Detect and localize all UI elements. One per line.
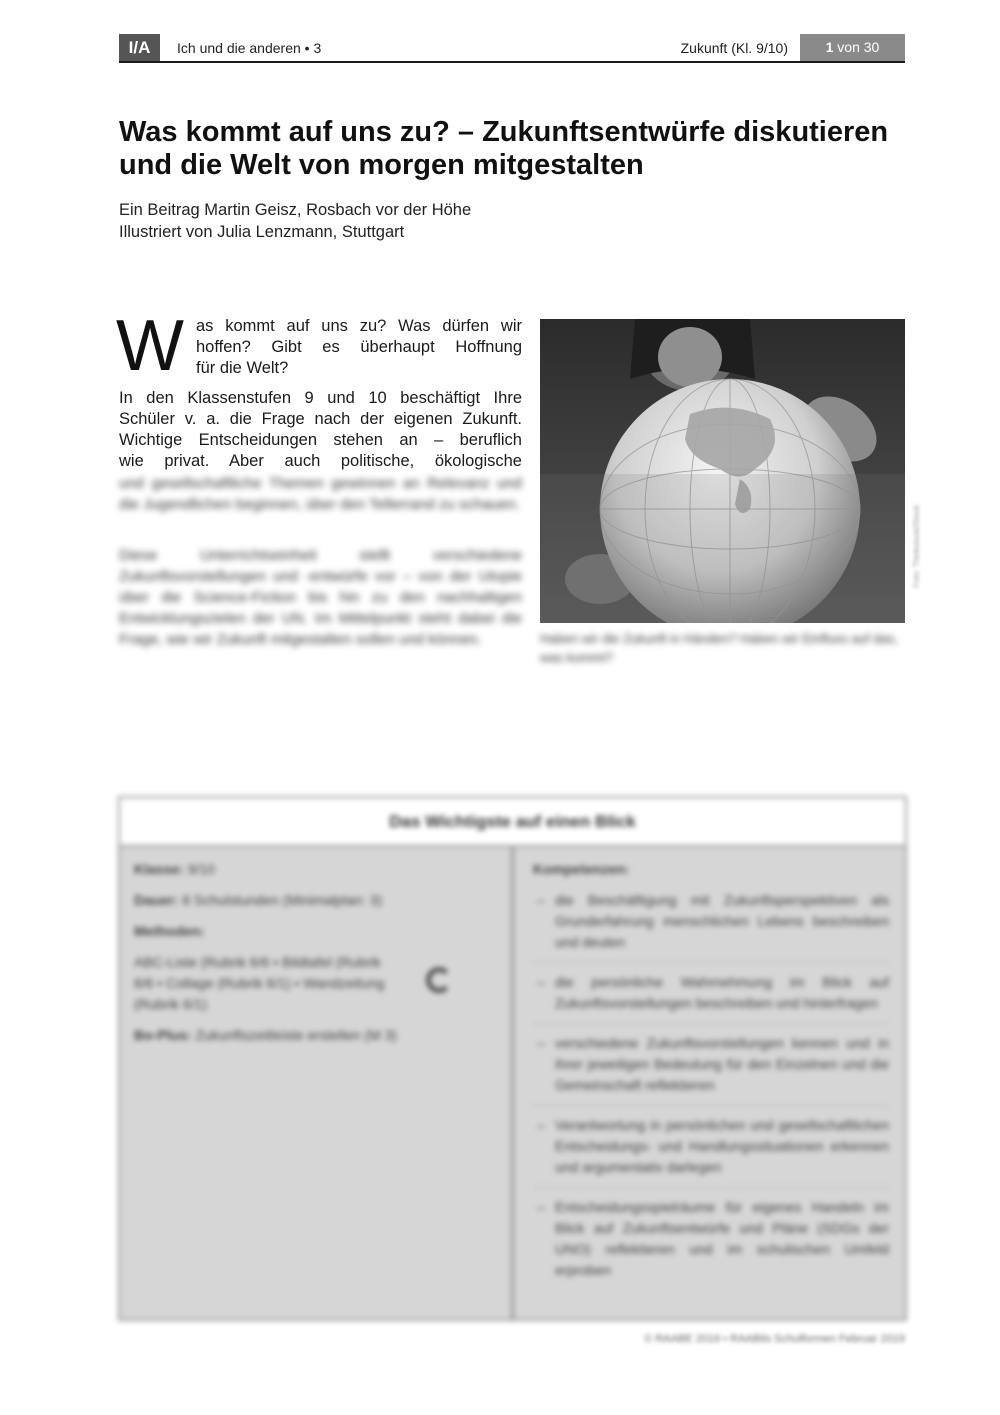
- methoden-label: Methoden:: [134, 923, 205, 939]
- second-paragraph-blurred: Diese Unterrichtseinheit stellt verschiedene Zukunftsvorstellungen und -entwürfe vor – von der Utopie über die Science-Fiction bis hin zu den nachhaltigen Entwicklungszielen der UN. Im Mittelpunkt steht dabei die Frage, wie wir Zukunft mitgestalten sollen und können.: [119, 547, 522, 648]
- kompetenzen-list: [533, 890, 889, 1290]
- page-total: von 30: [833, 39, 880, 55]
- list-item: – verschiedene Zukunftsvorstellungen kennen und in ihrer jeweiligen Bedeutung für den Einzelnen und die Gemeinschaft reflektieren: [533, 1033, 889, 1106]
- bonus-row: [134, 1025, 497, 1046]
- series-title: Ich und die anderen • 3: [177, 40, 322, 56]
- summary-box: [118, 796, 907, 1321]
- bonus-value: Zukunftszeitleiste erstellen (M 3): [195, 1027, 397, 1043]
- list-item: – die persönliche Wahrnehmung im Blick auf Zukunftsvorstellungen beschreiben und hinterfragen: [533, 972, 889, 1024]
- page-footer: © RAABE 2019 • RAABits Schulformen Februar 2019: [644, 1333, 905, 1345]
- byline: [119, 199, 471, 243]
- list-item: – die Beschäftigung mit Zukunftsperspektiven als Grunderfahrung menschlichen Lebens beschreiben und deuten: [533, 890, 889, 963]
- text-line: Wichtige Entscheidungen stehen an – beruflich: [119, 431, 522, 449]
- intro-paragraph-blurred: und gesellschaftliche Themen gewinnen an Relevanz und die Jugendlichen beginnen, über den Tellerrand zu schauen.: [119, 475, 522, 513]
- page-indicator: [800, 34, 905, 61]
- dropcap: W: [116, 306, 184, 386]
- klasse-label: Klasse:: [134, 861, 184, 877]
- subject-label: Zukunft (Kl. 9/10): [680, 40, 788, 56]
- copyright-c-icon: [426, 967, 452, 993]
- summary-right-column: [517, 847, 905, 1319]
- dauer-value: 8 Schulstunden (Minimalplan: 3): [182, 892, 383, 908]
- text-line: In den Klassenstufen 9 und 10 beschäftigt Ihre: [119, 389, 522, 407]
- dauer-row: [134, 890, 497, 911]
- illustrator-line: Illustriert von Julia Lenzmann, Stuttgart: [119, 223, 405, 241]
- lead-line: hoffen? Gibt es überhaupt Hoffnung: [196, 338, 522, 356]
- summary-heading: Das Wichtigste auf einen Blick: [120, 798, 905, 847]
- document-title: Was kommt auf uns zu? – Zukunftsentwürfe diskutieren und die Welt von morgen mitgestalten: [119, 116, 889, 181]
- author-line: Ein Beitrag Martin Geisz, Rosbach vor der Höhe: [119, 201, 472, 219]
- klasse-row: [134, 859, 497, 880]
- bonus-label: Bo-Plus:: [134, 1027, 192, 1043]
- list-item: – Verantwortung in persönlichen und gesellschaftlichen Entscheidungs- und Handlungssituationen erkennen und argumentativ darlegen: [533, 1115, 889, 1188]
- globe-illustration: [540, 319, 905, 623]
- photo-credit: Foto: Thinkstock/iStock: [912, 505, 921, 588]
- page-number: 1: [825, 39, 834, 55]
- kompetenzen-label: Kompetenzen:: [533, 861, 630, 877]
- text-line: wie privat. Aber auch politische, ökologische: [119, 452, 522, 470]
- photo-caption: Haben wir die Zukunft in Händen? Haben wir Einfluss auf das, was kommt?: [540, 631, 898, 665]
- methoden-value: ABC-Liste (Rubrik 6/6 • Bildtafel (Rubrik 6/6 • Collage (Rubrik 6/1) • Wandzeitung (Rubrik 6/1): [134, 954, 385, 1012]
- summary-left-column: [120, 847, 514, 1319]
- methoden-row: [134, 921, 497, 942]
- dauer-label: Dauer:: [134, 892, 179, 908]
- klasse-value: 9/10: [187, 861, 215, 877]
- lead-line: für die Welt?: [196, 359, 289, 377]
- intro-paragraph: [119, 388, 522, 472]
- list-item: – Entscheidungsspielräume für eigenes Handeln im Blick auf Zukunftsentwürfe und Pläne (SDGs der UNO) reflektieren und im schulischen Umfeld erproben: [533, 1197, 889, 1290]
- intro-text: [116, 306, 522, 472]
- page-header: [119, 34, 905, 63]
- lead-line: as kommt auf uns zu? Was dürfen wir: [196, 317, 522, 335]
- section-badge: I/A: [119, 34, 160, 61]
- lead-paragraph: [116, 306, 522, 386]
- text-line: Schüler v. a. die Frage nach der eigenen Zukunft.: [119, 410, 522, 428]
- globe-photo: [540, 319, 905, 623]
